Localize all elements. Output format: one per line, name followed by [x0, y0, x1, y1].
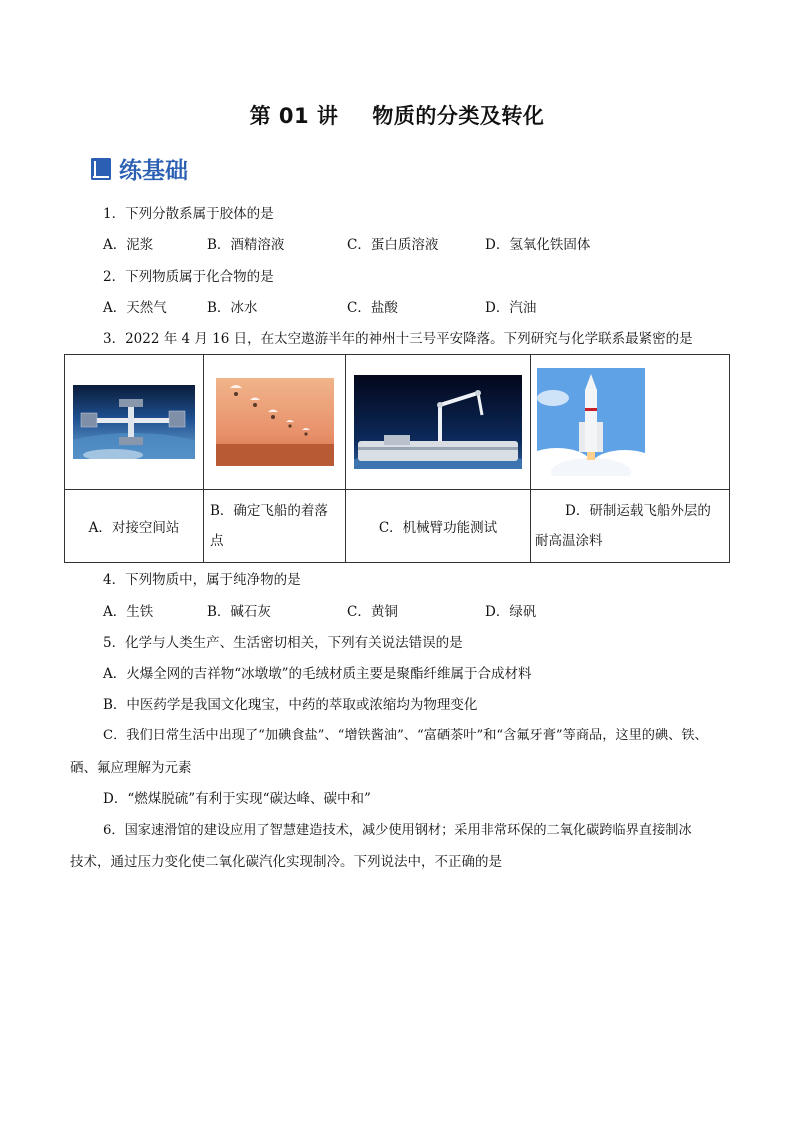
q4-option-d: D．绿矾: [485, 604, 537, 620]
robotic-arm-image: [354, 375, 522, 469]
lecture-number: 第 01 讲: [249, 104, 339, 128]
q2-option-c: C．盐酸: [347, 300, 398, 316]
q4-option-c: C．黄铜: [347, 604, 398, 620]
q2-option-a: A．天然气: [103, 300, 167, 316]
q4-stem: 4．下列物质中，属于纯净物的是: [103, 572, 301, 588]
q2-stem: 2．下列物质属于化合物的是: [103, 269, 274, 285]
q2-option-b: B．冰水: [207, 300, 258, 316]
q3-option-a: A．对接空间站: [88, 520, 180, 536]
q5-stem: 5．化学与人类生产、生活密切相关，下列有关说法错误的是: [103, 635, 463, 651]
q6-stem-line1: 6．国家速滑馆的建设应用了智慧建造技术，减少使用钢材；采用非常环保的二氧化碳跨临界直接制冰: [103, 823, 692, 838]
q3-option-d-line2: 耐高温涂料: [535, 533, 603, 549]
page-title: [0, 100, 794, 130]
q1-option-d: D．氢氧化铁固体: [485, 237, 591, 253]
q1-option-b: B．酒精溶液: [207, 237, 285, 253]
q6-stem-line2: 技术，通过压力变化使二氧化碳汽化实现制冷。下列说法中，不正确的是: [70, 854, 502, 870]
q3-label-cell-a: [65, 490, 204, 563]
q3-label-cell-b: [204, 490, 346, 563]
q3-option-b-line2: 点: [210, 533, 224, 549]
q3-image-cell-d: [531, 355, 730, 490]
q3-image-cell-c: [346, 355, 531, 490]
q3-label-cell-c: [346, 490, 531, 563]
q3-image-table: [64, 354, 730, 563]
q5-option-c-line2: 硒、氟应理解为元素: [70, 760, 192, 776]
capsule-landing-image: [216, 378, 334, 466]
q3-image-cell-a: [65, 355, 204, 490]
q4-option-b: B．碱石灰: [207, 604, 271, 620]
q2-option-d: D．汽油: [485, 300, 537, 316]
section-heading: [90, 152, 188, 185]
q3-option-d-line1: D．研制运载飞船外层的: [565, 503, 711, 519]
q1-option-a: A．泥浆: [103, 237, 154, 253]
space-station-image: [73, 385, 195, 459]
q5-option-c-line1: C．我们日常生活中出现了“加碘食盐”、“增铁酱油”、“富硒茶叶”和“含氟牙膏”等商品，这里的碘、铁、: [103, 728, 708, 743]
lecture-topic: 物质的分类及转化: [372, 104, 545, 128]
q5-option-b: B．中医药学是我国文化瑰宝，中药的萃取或浓缩均为物理变化: [103, 697, 478, 713]
q1-stem: 1．下列分散系属于胶体的是: [103, 206, 274, 222]
book-icon: [90, 157, 112, 181]
q3-option-b-line1: B．确定飞船的着落: [210, 503, 328, 519]
q3-option-c: C．机械臂功能测试: [378, 520, 498, 536]
q4-option-a: A．生铁: [103, 604, 154, 620]
q3-image-cell-b: [204, 355, 346, 490]
q5-option-d: D．“燃煤脱硫”有利于实现“碳达峰、碳中和”: [103, 791, 371, 807]
q3-stem: 3．2022 年 4 月 16 日，在太空遨游半年的神州十三号平安降落。下列研究与化学联系最紧密的是: [103, 331, 693, 347]
q5-option-a: A．火爆全网的吉祥物“冰墩墩”的毛绒材质主要是聚酯纤维属于合成材料: [103, 666, 532, 682]
q1-option-c: C．蛋白质溶液: [347, 237, 439, 253]
q3-label-cell-d: [531, 490, 730, 563]
section-title: 练基础: [119, 158, 188, 184]
rocket-launch-image: [537, 368, 645, 476]
